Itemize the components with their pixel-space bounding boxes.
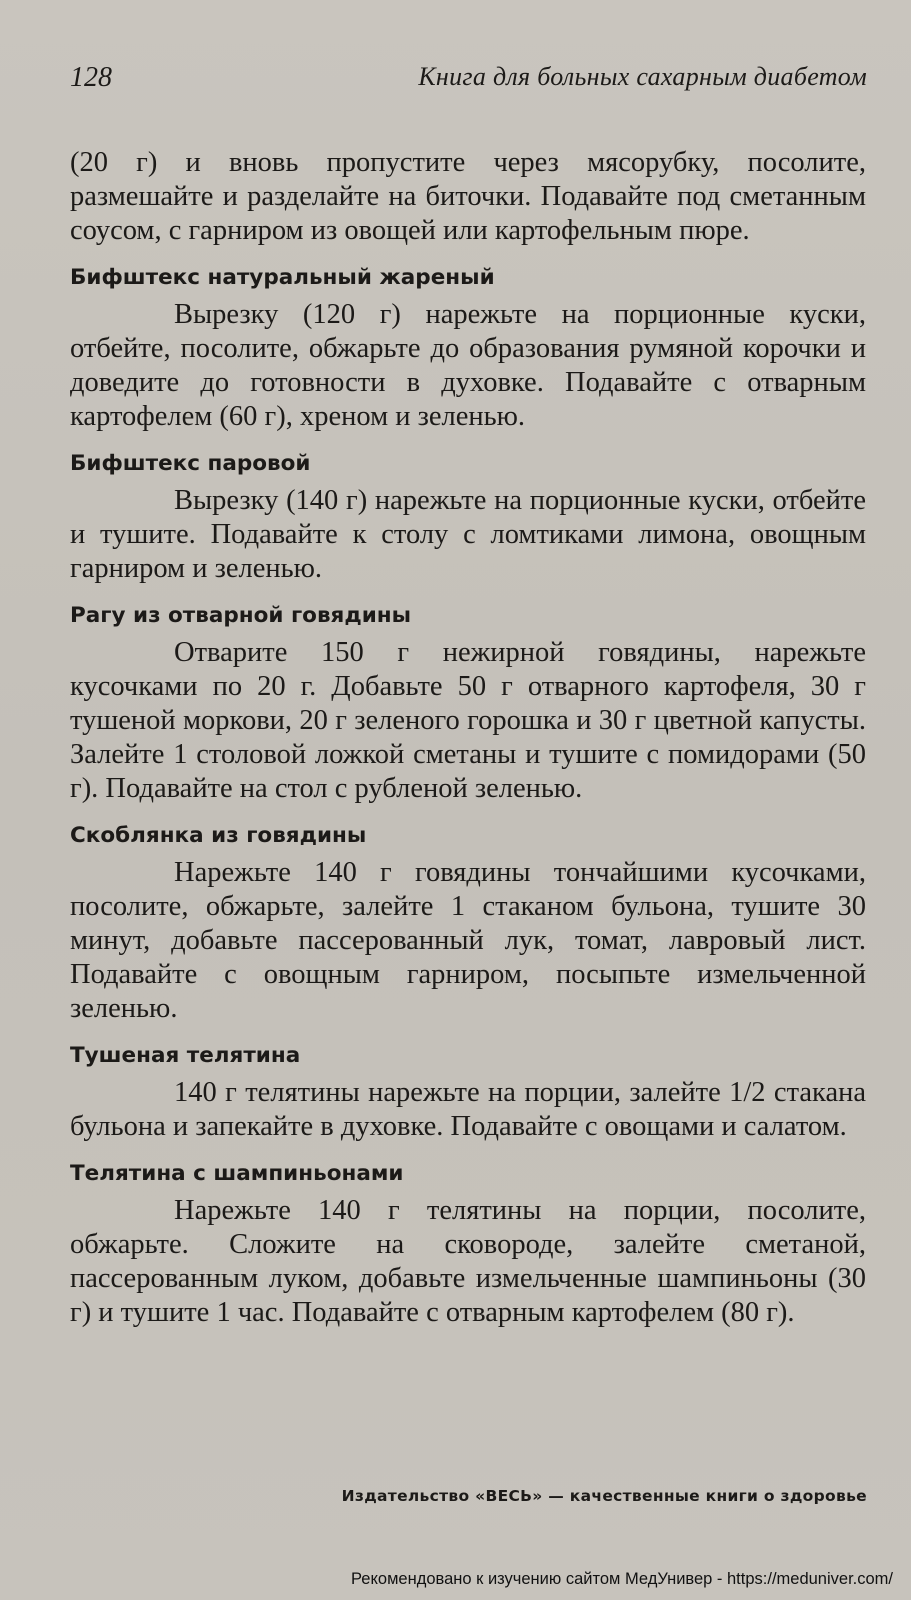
recipe-steak-steamed xyxy=(70,450,866,586)
site-watermark: Рекомендовано к изучению сайтом МедУнивер - https://meduniver.com/ xyxy=(351,1570,893,1588)
recipe-beef-ragout xyxy=(70,602,866,806)
recipe-title: Скоблянка из говядины xyxy=(70,823,367,848)
page-content xyxy=(70,146,866,1330)
page-number: 128 xyxy=(70,62,112,93)
recipe-text: Отварите 150 г нежирной говядины, нарежьте кусочками по 20 г. Добавьте 50 г отварного картофеля, 30 г тушеной моркови, 20 г зеленого горошка и 30 г цветной капусты. Залейте 1 столовой ложкой сметаны и тушите с помидорами (50 г). Подавайте на стол с рубленой зеленью. xyxy=(70,637,866,804)
running-title: Книга для больных сахарным диабетом xyxy=(418,62,867,91)
recipe-beef-skoblyanka xyxy=(70,822,866,1026)
recipe-text: Вырезку (120 г) нарежьте на порционные куски, отбейте, посолите, обжарьте до образования румяной корочки и доведите до готовности в духовке. Подавайте с отварным картофелем (60 г), хреном и зеленью. xyxy=(70,299,866,432)
recipe-title: Рагу из отварной говядины xyxy=(70,603,412,628)
publisher-footer: Издательство «ВЕСЬ» — качественные книги о здоровье xyxy=(341,1487,867,1505)
recipe-steak-fried xyxy=(70,264,866,434)
recipe-text: Нарежьте 140 г телятины на порции, посолите, обжарьте. Сложите на сковороде, залейте сметаной, пассерованным луком, добавьте измельченные шампиньоны (30 г) и тушите 1 час. Подавайте с отварным картофелем (80 г). xyxy=(70,1195,866,1328)
recipe-text: Вырезку (140 г) нарежьте на порционные куски, отбейте и тушите. Подавайте к столу с ломтиками лимона, овощным гарниром и зеленью. xyxy=(70,485,866,584)
recipe-text: 140 г телятины нарежьте на порции, залейте 1/2 стакана бульона и запекайте в духовке. Подавайте с овощами и салатом. xyxy=(70,1077,866,1142)
intro-paragraph: (20 г) и вновь пропустите через мясорубку, посолите, размешайте и разделайте на биточки. Подавайте под сметанным соусом, с гарниром из овощей или картофельным пюре. xyxy=(70,147,866,246)
page-header xyxy=(70,62,867,98)
recipe-title: Бифштекс паровой xyxy=(70,451,311,476)
recipe-text: Нарежьте 140 г говядины тончайшими кусочками, посолите, обжарьте, залейте 1 стаканом бульона, тушите 30 минут, добавьте пассерованный лук, томат, лавровый лист. Подавайте с овощным гарниром, посыпьте измельченной зеленью. xyxy=(70,857,866,1024)
recipe-title: Бифштекс натуральный жареный xyxy=(70,265,495,290)
recipe-veal-mushrooms xyxy=(70,1160,866,1330)
recipe-title: Тушеная телятина xyxy=(70,1043,301,1068)
recipe-stewed-veal xyxy=(70,1042,866,1144)
recipe-title: Телятина с шампиньонами xyxy=(70,1161,404,1186)
